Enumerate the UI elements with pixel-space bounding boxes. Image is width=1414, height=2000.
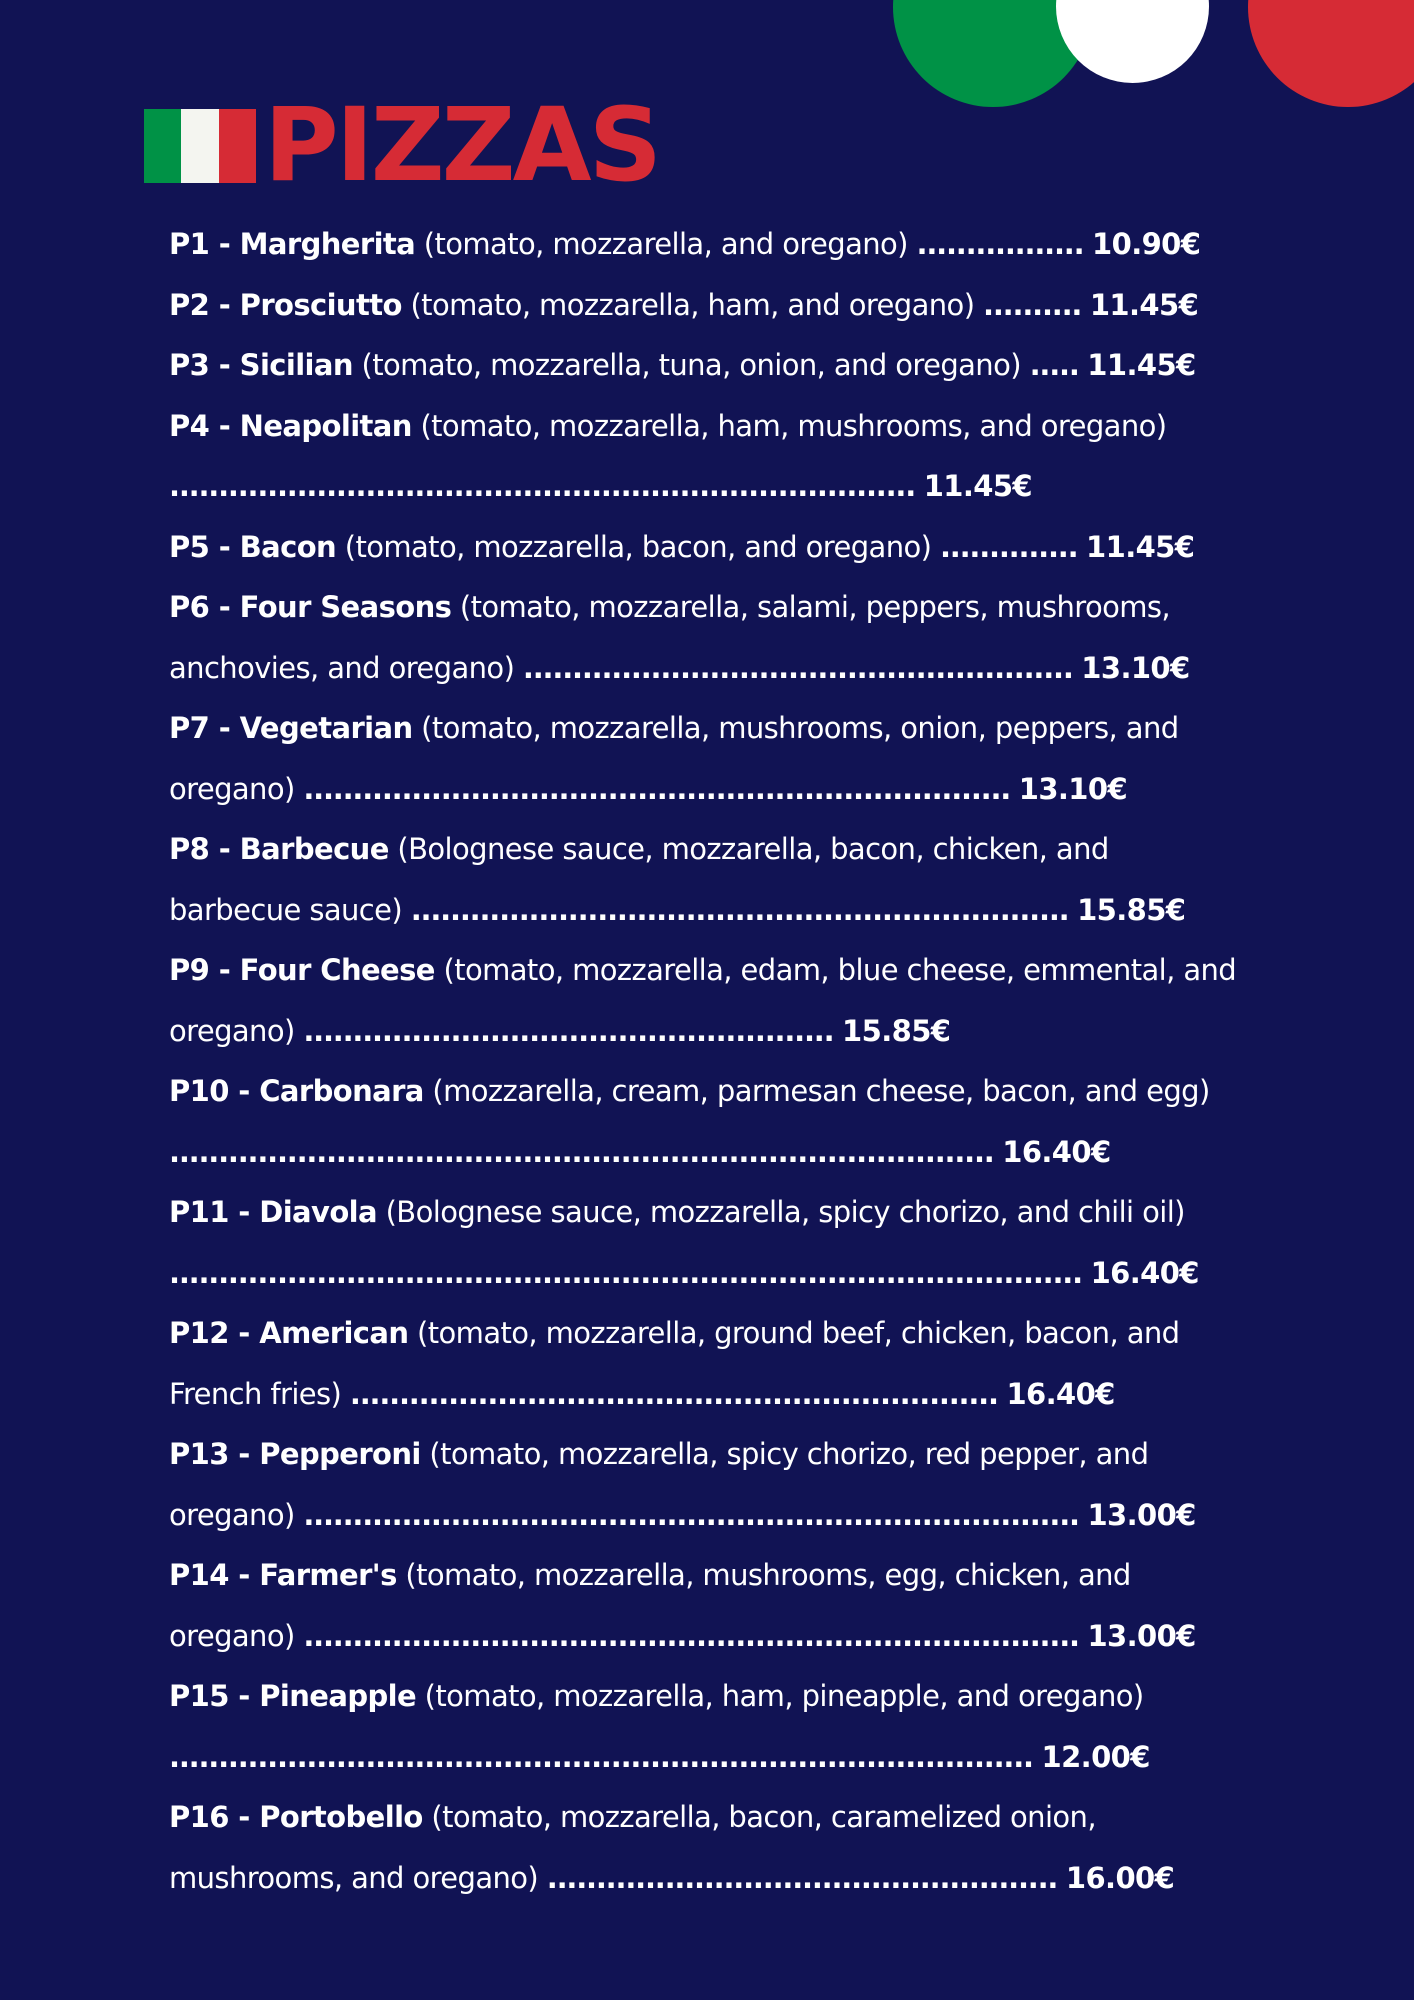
italian-flag-icon [144,109,256,183]
item-name: P3 - Sicilian [169,348,353,382]
dot-leader: .................................................... [546,1860,1058,1895]
item-price: 16.40€ [1002,1134,1111,1169]
item-name: P6 - Four Seasons [169,590,452,624]
item-name: P12 - American [169,1316,409,1350]
item-description: (tomato, mozzarella, ham, mushrooms, and oregano) [420,408,1167,443]
item-price: 15.85€ [842,1013,951,1048]
item-price: 11.45€ [1086,529,1195,564]
item-name: P2 - Prosciutto [169,287,402,322]
menu-item [169,214,1249,275]
dot-leader: ................................................................... [410,892,1069,927]
dot-leader: ............................................................................................. [169,1255,1082,1290]
item-name: P15 - Pineapple [169,1679,417,1713]
item-name: P4 - Neapolitan [169,408,412,443]
item-price: 13.10€ [1081,650,1190,685]
dot-leader: ...................................................... [303,1013,834,1048]
item-price: 11.45€ [923,469,1032,503]
item-price: 16.40€ [1090,1255,1199,1290]
item-name: P1 - Margherita [169,227,416,261]
item-name: P10 - Carbonara [169,1074,424,1108]
menu-item [169,698,1249,819]
item-description: (mozzarella, cream, parmesan cheese, bacon, and egg) [432,1074,1210,1108]
item-description: (tomato, mozzarella, spicy chorizo, red pepper, and oregano) [169,1437,1149,1532]
item-price: 11.45€ [1087,348,1196,382]
pizza-menu-list [169,214,1249,1908]
page-title: PIZZAS [264,86,660,205]
item-name: P8 - Barbecue [169,832,389,866]
dot-leader: ..... [1029,348,1079,382]
menu-item [169,819,1249,940]
item-price: 15.85€ [1077,892,1186,927]
menu-header [144,86,660,205]
item-description: (tomato, mozzarella, ham, and oregano) [410,287,975,322]
decor-circle-white [1056,0,1209,83]
dot-leader: .......... [983,287,1082,322]
dot-leader: ............................................................................ [169,469,916,503]
item-price: 12.00€ [1041,1739,1150,1774]
menu-item [169,335,1249,396]
item-price: 13.00€ [1087,1497,1196,1532]
item-description: (tomato, mozzarella, salami, peppers, mushrooms, anchovies, and oregano) [169,590,1171,685]
item-name: P7 - Vegetarian [169,711,413,745]
dot-leader: ........................................................ [522,650,1073,685]
dot-leader: ............................................................................... [303,1497,1079,1532]
item-description: (tomato, mozzarella, edam, blue cheese, emmental, and oregano) [169,953,1237,1048]
menu-item [169,1545,1249,1666]
dot-leader: ........................................................................ [303,771,1011,806]
menu-item [169,940,1249,1061]
menu-item [169,577,1249,698]
menu-item [169,517,1249,578]
item-description: (tomato, mozzarella, and oregano) [423,227,908,261]
dot-leader: ........................................................................................ [169,1739,1033,1774]
menu-item [169,1787,1249,1908]
item-name: P14 - Farmer's [169,1558,397,1592]
menu-item [169,1303,1249,1424]
menu-item [169,1061,1249,1182]
item-description: (Bolognese sauce, mozzarella, spicy chorizo, and chili oil) [385,1195,1185,1229]
menu-item [169,396,1249,517]
menu-item [169,275,1249,336]
item-name: P16 - Portobello [169,1800,423,1834]
menu-item [169,1666,1249,1787]
item-name: P9 - Four Cheese [169,953,435,987]
item-price: 16.40€ [1006,1376,1115,1411]
item-price: 10.90€ [1092,227,1201,261]
item-description: (tomato, mozzarella, tuna, onion, and oregano) [361,348,1021,382]
item-description: (tomato, mozzarella, bacon, and oregano) [344,529,932,564]
item-price: 13.10€ [1018,771,1128,806]
dot-leader: .............. [939,529,1078,564]
item-description: (Bolognese sauce, mozzarella, bacon, chicken, and barbecue sauce) [169,832,1109,927]
menu-item [169,1424,1249,1545]
item-name: P11 - Diavola [169,1195,377,1229]
item-description: (tomato, mozzarella, ham, pineapple, and oregano) [424,1679,1144,1713]
decor-circle-red [1248,0,1414,107]
item-price: 16.00€ [1065,1860,1175,1895]
item-name: P5 - Bacon [169,529,337,564]
item-price: 13.00€ [1087,1618,1196,1653]
dot-leader: ................. [916,227,1084,261]
item-price: 11.45€ [1089,287,1199,322]
item-description: (tomato, mozzarella, mushrooms, onion, peppers, and oregano) [169,711,1179,806]
dot-leader: .................................................................. [349,1376,998,1411]
item-name: P13 - Pepperoni [169,1437,421,1471]
item-description: (tomato, mozzarella, mushrooms, egg, chicken, and oregano) [169,1558,1131,1653]
item-description: (tomato, mozzarella, ground beef, chicken, bacon, and French fries) [169,1316,1180,1411]
menu-item [169,1182,1249,1303]
dot-leader: ............................................................................... [303,1618,1079,1653]
item-description: (tomato, mozzarella, bacon, caramelized onion, mushrooms, and oregano) [169,1800,1096,1895]
dot-leader: .................................................................................... [169,1134,994,1169]
